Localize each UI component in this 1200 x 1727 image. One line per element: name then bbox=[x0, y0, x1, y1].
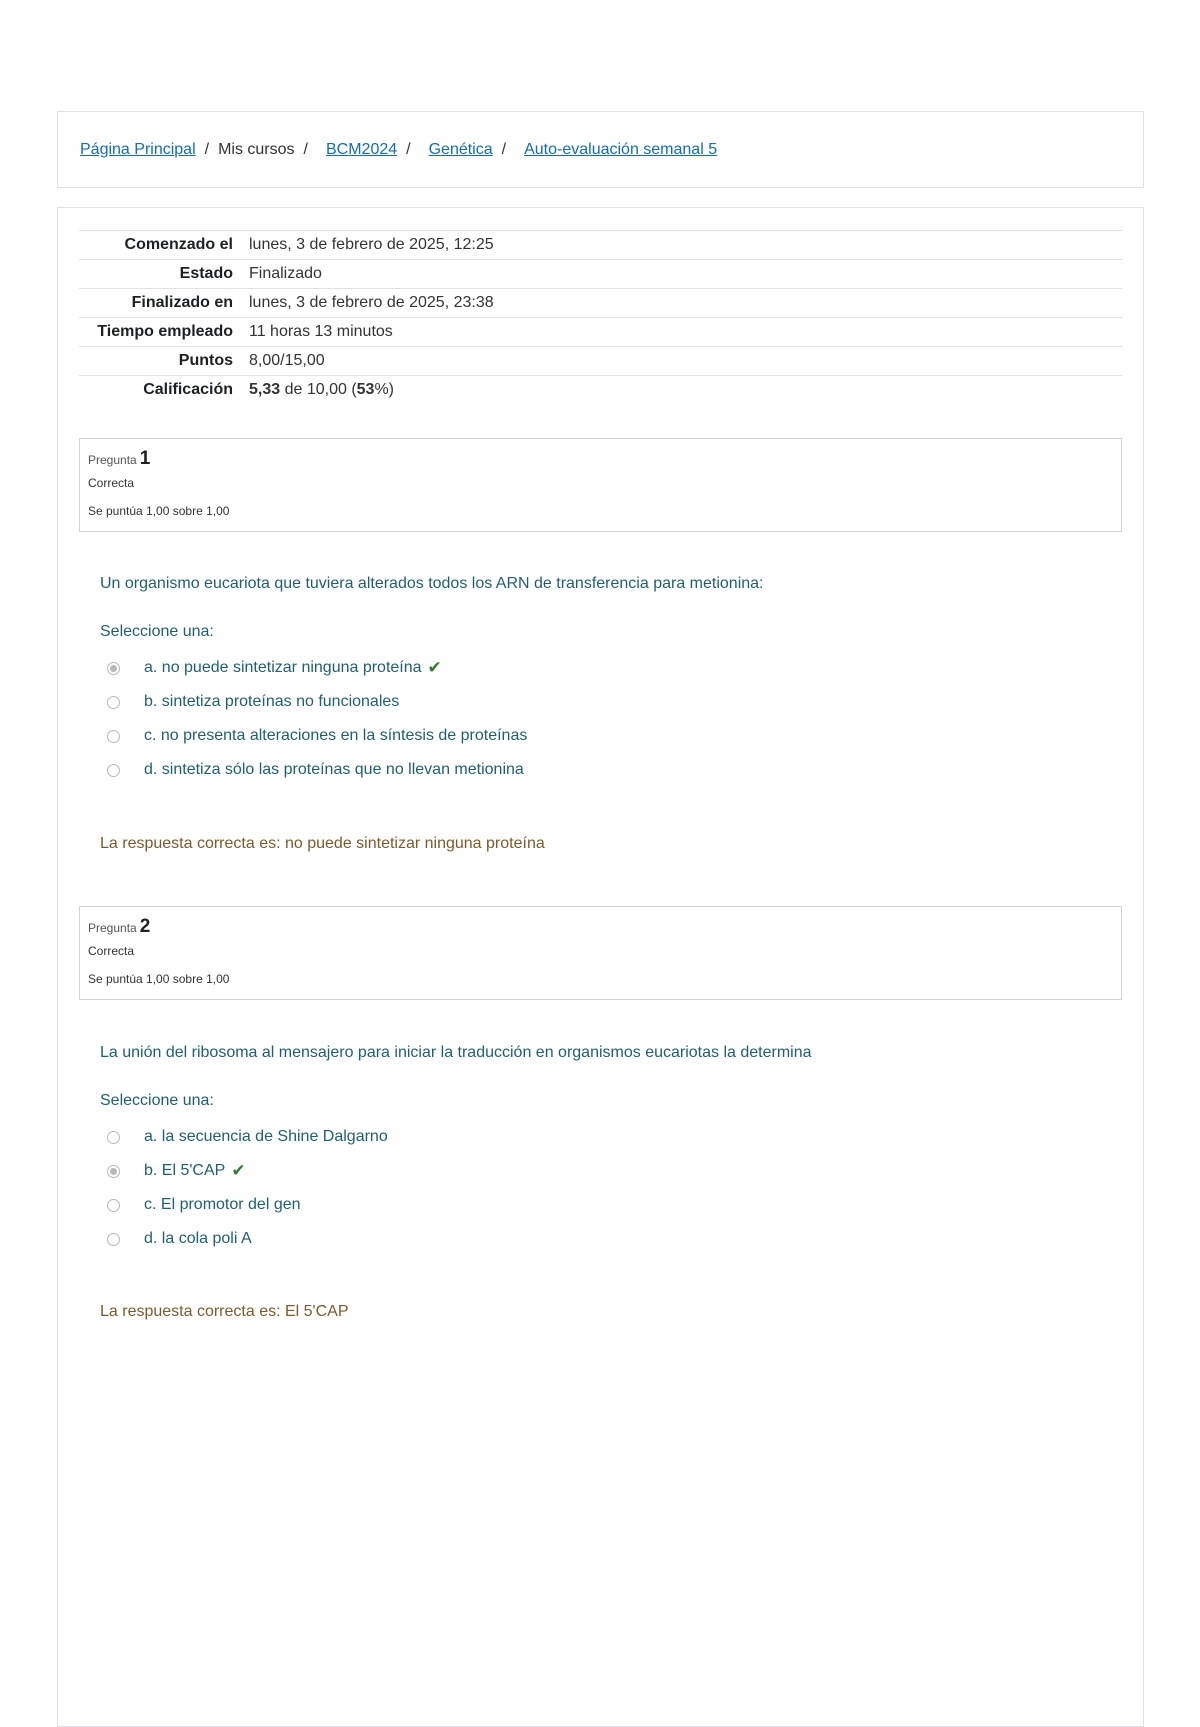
question-state: Correcta bbox=[88, 476, 135, 490]
question-1-feedback: La respuesta correcta es: no puede sintetizar ninguna proteína bbox=[100, 835, 545, 852]
summary-label: Finalizado en bbox=[131, 294, 233, 311]
breadcrumb bbox=[57, 111, 1144, 188]
question-2-info bbox=[79, 906, 1122, 1000]
answer-label: a. no puede sintetizar ninguna proteína bbox=[144, 659, 422, 676]
summary-row-grade bbox=[79, 376, 1122, 405]
radio-button[interactable] bbox=[107, 1131, 120, 1144]
breadcrumb-separator: / bbox=[204, 140, 210, 158]
question-text: Un organismo eucariota que tuviera alterados todos los ARN de transferencia para metionina: bbox=[100, 575, 764, 592]
question-state: Correcta bbox=[88, 944, 135, 958]
question-text: La unión del ribosoma al mensajero para iniciar la traducción en organismos eucariotas la determina bbox=[100, 1044, 812, 1061]
answer-option-c[interactable] bbox=[100, 1188, 1100, 1222]
grade-score: 5,33 bbox=[249, 381, 281, 398]
question-1-info bbox=[79, 438, 1122, 532]
answer-option-d[interactable] bbox=[100, 1222, 1100, 1256]
breadcrumb-home-link[interactable]: Página Principal bbox=[80, 140, 196, 158]
radio-button[interactable] bbox=[107, 764, 120, 777]
summary-row-state bbox=[79, 260, 1122, 289]
answer-prompt: Seleccione una: bbox=[100, 623, 214, 640]
grade-percent: 53 bbox=[356, 381, 375, 398]
answer-option-a[interactable] bbox=[100, 651, 1100, 685]
summary-row-started bbox=[79, 231, 1122, 260]
grade-text-end: %) bbox=[374, 381, 394, 398]
question-2-content bbox=[100, 1042, 1100, 1256]
breadcrumb-separator: / bbox=[303, 140, 308, 158]
summary-value: Finalizado bbox=[249, 265, 322, 282]
breadcrumb-separator: / bbox=[406, 140, 411, 158]
answer-label: c. El promotor del gen bbox=[144, 1196, 301, 1213]
answer-option-d[interactable] bbox=[100, 753, 1100, 787]
radio-button[interactable] bbox=[107, 1233, 120, 1246]
answer-option-c[interactable] bbox=[100, 719, 1100, 753]
answer-label: a. la secuencia de Shine Dalgarno bbox=[144, 1128, 388, 1145]
summary-value: lunes, 3 de febrero de 2025, 12:25 bbox=[249, 236, 494, 253]
question-label: Pregunta bbox=[88, 453, 137, 467]
check-icon: ✔ bbox=[231, 1161, 246, 1180]
radio-button[interactable] bbox=[107, 1199, 120, 1212]
summary-label: Comenzado el bbox=[124, 236, 233, 253]
radio-button-checked[interactable] bbox=[107, 662, 120, 675]
question-2-feedback: La respuesta correcta es: El 5'CAP bbox=[100, 1303, 349, 1320]
summary-row-finished bbox=[79, 289, 1122, 318]
summary-value: 8,00/15,00 bbox=[249, 352, 325, 369]
summary-row-points bbox=[79, 347, 1122, 376]
summary-value: lunes, 3 de febrero de 2025, 23:38 bbox=[249, 294, 494, 311]
answer-label: d. la cola poli A bbox=[144, 1230, 252, 1247]
breadcrumb-course-link[interactable]: BCM2024 bbox=[325, 140, 398, 158]
answer-label: c. no presenta alteraciones en la síntesis de proteínas bbox=[144, 727, 528, 744]
breadcrumb-section-link[interactable]: Genética bbox=[428, 140, 493, 158]
answer-option-b[interactable] bbox=[100, 1154, 1100, 1188]
answer-label: b. sintetiza proteínas no funcionales bbox=[144, 693, 400, 710]
quiz-review-region bbox=[57, 207, 1144, 1727]
question-1-content bbox=[100, 573, 1100, 787]
breadcrumb-separator: / bbox=[501, 140, 507, 158]
breadcrumb-my-courses: Mis cursos bbox=[218, 140, 295, 158]
answer-prompt: Seleccione una: bbox=[100, 1092, 214, 1109]
summary-label: Calificación bbox=[143, 381, 233, 398]
attempt-summary-table bbox=[79, 230, 1122, 404]
summary-row-time bbox=[79, 318, 1122, 347]
answer-list bbox=[100, 1120, 1100, 1256]
question-grade: Se puntúa 1,00 sobre 1,00 bbox=[88, 504, 230, 518]
answer-label: d. sintetiza sólo las proteínas que no llevan metionina bbox=[144, 761, 524, 778]
breadcrumb-quiz-link[interactable]: Auto-evaluación semanal 5 bbox=[524, 140, 718, 158]
question-grade: Se puntúa 1,00 sobre 1,00 bbox=[88, 972, 230, 986]
summary-label: Estado bbox=[179, 265, 233, 282]
summary-label: Tiempo empleado bbox=[97, 323, 233, 340]
summary-label: Puntos bbox=[178, 352, 233, 369]
answer-label: b. El 5'CAP bbox=[144, 1162, 226, 1179]
answer-option-b[interactable] bbox=[100, 685, 1100, 719]
radio-button-checked[interactable] bbox=[107, 1165, 120, 1178]
question-label: Pregunta bbox=[88, 921, 137, 935]
question-number: 1 bbox=[139, 448, 151, 469]
answer-option-a[interactable] bbox=[100, 1120, 1100, 1154]
check-icon: ✔ bbox=[427, 658, 442, 677]
grade-text: de 10,00 ( bbox=[280, 381, 357, 398]
answer-list bbox=[100, 651, 1100, 787]
radio-button[interactable] bbox=[107, 730, 120, 743]
radio-button[interactable] bbox=[107, 696, 120, 709]
summary-value: 11 horas 13 minutos bbox=[249, 323, 393, 340]
summary-value bbox=[241, 376, 1122, 405]
question-number: 2 bbox=[139, 916, 151, 937]
